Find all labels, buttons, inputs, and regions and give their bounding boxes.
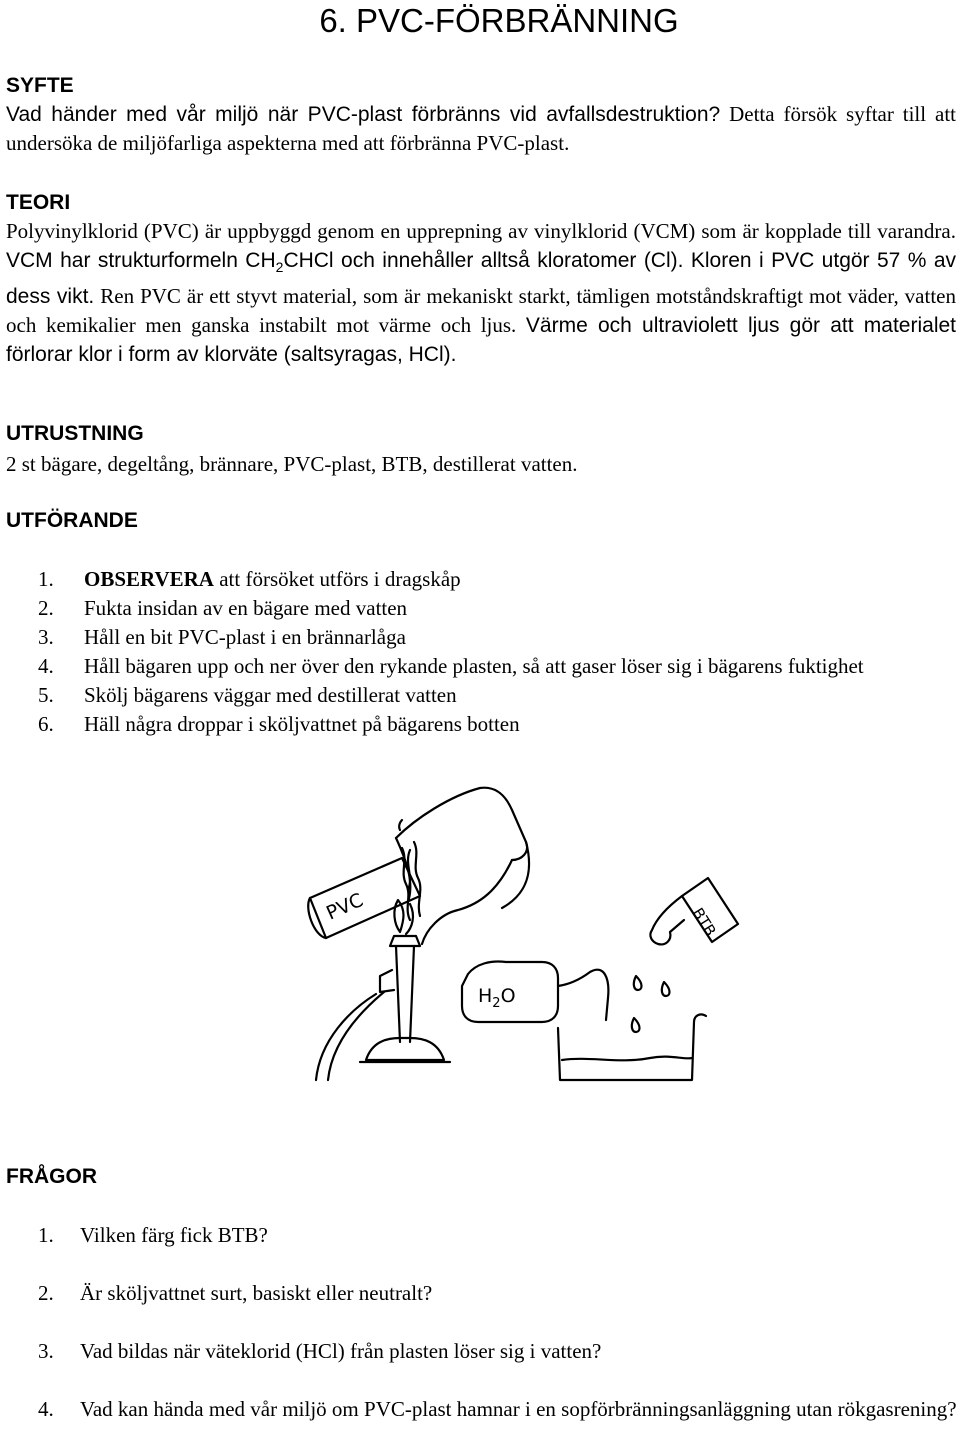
syfte-question: Vad händer med vår miljö när PVC-plast förbränns vid avfallsdestruktion? — [6, 103, 721, 126]
gas-hose-inner — [328, 992, 384, 1080]
procedure-step: 6. Häll några droppar i sköljvattnet på bägarens botten — [38, 712, 520, 736]
burner-base — [366, 1038, 444, 1060]
procedure-step: 2. Fukta insidan av en bägare med vatten — [38, 596, 408, 620]
procedure-step: 4. Håll bägaren upp och ner över den rykande plasten, så att gaser löser sig i bägarens fuktighet — [38, 654, 864, 678]
drop — [632, 1018, 640, 1032]
teori-p1: Polyvinylklorid (PVC) är uppbyggd genom en upprepning av vinylklorid (VCM) som är kopplade till varandra. — [6, 219, 956, 243]
section-heading-utforande: UTFÖRANDE — [6, 509, 138, 532]
burner-tube — [396, 946, 414, 1042]
water-surface — [562, 1057, 692, 1061]
section-heading-utrustning: UTRUSTNING — [6, 422, 144, 445]
h2o-label: $H_2O$ — [478, 985, 516, 1011]
question-item: 4. Vad kan hända med vår miljö om PVC-plast hamnar i en sopförbränningsanläggning utan rökgasrening? — [38, 1397, 957, 1421]
procedure-step: 3. Håll en bit PVC-plast i en brännarlåga — [38, 625, 406, 649]
experiment-drawing — [290, 780, 790, 1090]
teori-p2: VCM har strukturformeln $CH_2CHCl$ och innehåller alltså kloratomer (Cl). Kloren i PVC utgör 57 % av dess vikt. — [6, 249, 956, 309]
burner-top — [390, 936, 420, 946]
teori-p4: Värme och ultraviolett ljus gör att materialet förlorar klor i form av klorväte (saltsyragas, HCl). — [6, 314, 956, 367]
utrustning-text: 2 st bägare, degeltång, brännare, PVC-plast, BTB, destillerat vatten. — [6, 452, 578, 476]
pvc-label: PVC — [323, 889, 367, 925]
smoke-wisp — [414, 842, 420, 916]
section-heading-fragor: FRÅGOR — [6, 1165, 97, 1188]
btb-label: BTB — [688, 904, 720, 940]
btb-dropper-tip — [650, 896, 684, 944]
beaker-detail — [399, 820, 402, 830]
drop — [634, 976, 642, 990]
section-heading-syfte: SYFTE — [6, 74, 74, 97]
procedure-step: 5. Skölj bägarens väggar med destillerat vatten — [38, 683, 457, 707]
question-item: 2. Är sköljvattnet surt, basiskt eller neutralt? — [38, 1281, 433, 1305]
question-item: 1. Vilken färg fick BTB? — [38, 1223, 268, 1247]
section-heading-teori: TEORI — [6, 191, 71, 214]
page-title: 6. PVC-FÖRBRÄNNING — [319, 2, 679, 39]
experiment-illustration — [290, 780, 790, 1090]
tongs — [422, 860, 512, 944]
burner-valve — [380, 970, 394, 992]
syfte-text — [6, 100, 956, 158]
question-list — [38, 1221, 958, 1424]
teori-p3: Ren PVC är ett styvt material, som är mekaniskt starkt, tämligen motståndskraftigt mot väder, vatten och kemikalier men ganska instabilt mot värme och ljus. — [6, 284, 956, 338]
syfte-purpose: Detta försök syftar till att undersöka de miljöfarliga aspekterna med att förbränna PVC-plast. — [6, 102, 956, 155]
procedure-step: 1. OBSERVERA att försöket utförs i dragskåp — [38, 567, 461, 591]
teori-text — [6, 217, 956, 369]
wash-bottle-spout — [558, 970, 608, 1020]
procedure-list — [38, 565, 958, 739]
drop — [662, 982, 670, 996]
question-item: 3. Vad bildas när väteklorid (HCl) från plasten löser sig i vatten? — [38, 1339, 602, 1363]
